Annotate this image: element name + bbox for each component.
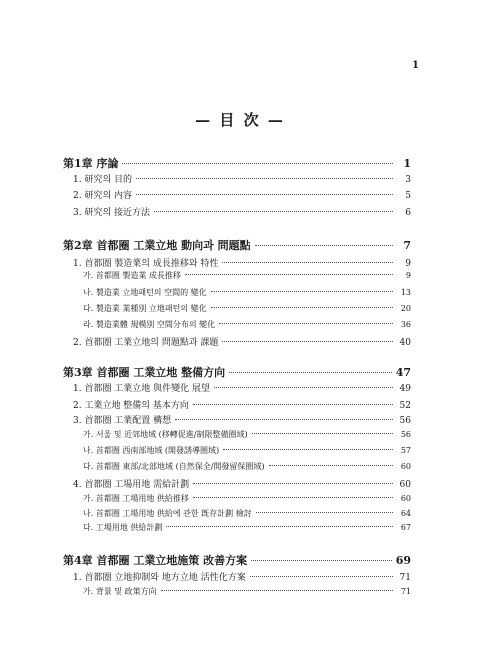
toc-leader-dots <box>122 163 393 164</box>
toc-leader-dots <box>229 372 392 373</box>
toc-leader-dots <box>193 404 393 405</box>
toc-subsection-row <box>83 522 411 533</box>
toc-leader-dots <box>185 274 393 275</box>
toc-label: 나. 製造業 立地패턴의 空間的 變化 <box>83 288 207 297</box>
toc-section-row <box>73 413 411 426</box>
toc-label: 2. 研究의 内容 <box>73 191 133 201</box>
toc-page-number: 9 <box>405 259 411 269</box>
toc-section-row <box>73 381 411 394</box>
toc-subsection-row <box>83 287 411 298</box>
toc-label: 第1章 序論 <box>63 157 119 170</box>
toc-leader-dots <box>250 576 393 577</box>
toc-section-row <box>73 188 411 201</box>
toc-page-number: 40 <box>399 338 411 348</box>
toc-label: 다. 工場用地 供給計劃 <box>83 523 163 532</box>
toc-label: 가. 首都圈 製造業 成長推移 <box>83 271 181 280</box>
toc-label: 나. 首都圈 工場用地 供給에 관한 旣存計劃 檢討 <box>83 509 252 518</box>
toc-subsection-row <box>83 319 411 330</box>
toc-label: 다. 首都圈 東部/北部地域 (自然保全/開發留保圈域) <box>83 462 265 471</box>
toc-page-number: 47 <box>395 366 411 379</box>
toc-subsection-row <box>83 493 411 504</box>
toc-page-number: 67 <box>400 523 411 532</box>
toc-leader-dots <box>223 449 393 450</box>
toc-leader-dots <box>251 560 392 561</box>
toc-chapter-row <box>63 364 411 380</box>
toc-title: — 目 次 — <box>195 111 285 129</box>
toc-subsection-row <box>83 461 411 472</box>
page-mark: 1 <box>412 60 419 71</box>
toc-page-number: 20 <box>400 304 411 313</box>
toc-page-number: 64 <box>400 509 411 518</box>
toc-page-number: 69 <box>395 554 411 567</box>
toc-label: 2. 工業立地 整備의 基本方向 <box>73 401 189 411</box>
toc-section-row <box>73 256 411 269</box>
toc-page-number: 7 <box>403 239 411 252</box>
toc-leader-dots <box>255 245 393 246</box>
toc-page-number: 56 <box>400 430 411 439</box>
toc-label: 3. 研究의 接近方法 <box>73 208 151 218</box>
toc-subsection-row <box>83 445 411 456</box>
toc-leader-dots <box>222 341 393 342</box>
toc-label: 4. 首都圈 工場用地 需給計劃 <box>73 480 190 490</box>
toc-section-row <box>73 205 411 218</box>
toc-label: 1. 首都圈 製造業의 成長推移와 特性 <box>73 259 219 269</box>
toc-page-number: 13 <box>400 288 411 297</box>
toc-subsection-row <box>83 303 411 314</box>
toc-page-number: 60 <box>400 494 411 503</box>
toc-page-number: 36 <box>400 320 411 329</box>
toc-leader-dots <box>214 387 393 388</box>
toc-leader-dots <box>211 291 393 292</box>
toc-section-row <box>73 570 411 583</box>
toc-page-number: 71 <box>400 587 411 596</box>
toc-label: 1. 首都圈 工業立地 與件變化 展望 <box>73 384 211 394</box>
toc-label: 第4章 首都圈 工業立地施策 改善方案 <box>63 554 248 567</box>
toc-leader-dots <box>222 262 393 263</box>
toc-subsection-row <box>83 508 411 519</box>
toc-chapter-row <box>63 155 411 171</box>
toc-chapter-row <box>63 237 411 253</box>
toc-page-number: 49 <box>399 384 411 394</box>
toc-label: 第3章 首都圈 工業立地 整備方向 <box>63 366 226 379</box>
toc-page-number: 71 <box>399 573 411 583</box>
toc-section-row <box>73 172 411 185</box>
toc-leader-dots <box>269 465 393 466</box>
toc-label: 가. 首都圈 工場用地 供給推移 <box>83 494 189 503</box>
toc-subsection-row <box>83 429 411 440</box>
toc-page-number: 5 <box>405 191 411 201</box>
toc-page-number: 60 <box>400 462 411 471</box>
toc-page-number: 6 <box>405 208 411 218</box>
toc-leader-dots <box>193 483 393 484</box>
toc-leader-dots <box>154 211 393 212</box>
toc-page-number: 9 <box>405 271 411 280</box>
toc-leader-dots <box>193 497 393 498</box>
toc-page-number: 1 <box>403 157 411 170</box>
toc-page-number: 3 <box>405 175 411 185</box>
toc-leader-dots <box>219 323 393 324</box>
toc-leader-dots <box>211 307 393 308</box>
toc-section-row <box>73 398 411 411</box>
toc-leader-dots <box>161 590 393 591</box>
toc-leader-dots <box>175 419 393 420</box>
toc-page-number: 56 <box>399 416 411 426</box>
toc-label: 2. 首都圈 工業立地의 問題點과 課題 <box>73 338 219 348</box>
toc-leader-dots <box>256 512 393 513</box>
toc-section-row <box>73 477 411 490</box>
toc-label: 第2章 首都圈 工業立地 動向과 問題點 <box>63 239 251 252</box>
toc-subsection-row <box>83 270 411 281</box>
toc-subsection-row <box>83 586 411 597</box>
toc-leader-dots <box>166 526 393 527</box>
toc-label: 1. 首都圈 立地抑制와 地方立地 活性化方案 <box>73 573 246 583</box>
toc-label: 다. 製造業 業種別 立地패턴의 變化 <box>83 304 207 313</box>
toc-label: 라. 製造業體 規模別 空間分布의 變化 <box>83 320 216 329</box>
toc-label: 가. 背景 및 政策方向 <box>83 587 157 596</box>
toc-page-number: 57 <box>400 446 411 455</box>
toc-label: 나. 首都圈 西南部地域 (開發誘導圈域) <box>83 446 220 455</box>
toc-page-number: 60 <box>399 480 411 490</box>
toc-leader-dots <box>136 194 393 195</box>
toc-page-number: 52 <box>399 401 411 411</box>
toc-leader-dots <box>252 433 393 434</box>
toc-leader-dots <box>136 178 393 179</box>
toc-label: 3. 首都圈 工業配置 構想 <box>73 416 172 426</box>
toc-label: 1. 研究의 目的 <box>73 175 133 185</box>
toc-label: 가. 서울 및 近郊地域 (移轉促進/制限整備圈域) <box>83 430 248 439</box>
toc-chapter-row <box>63 552 411 568</box>
toc-section-row <box>73 335 411 348</box>
